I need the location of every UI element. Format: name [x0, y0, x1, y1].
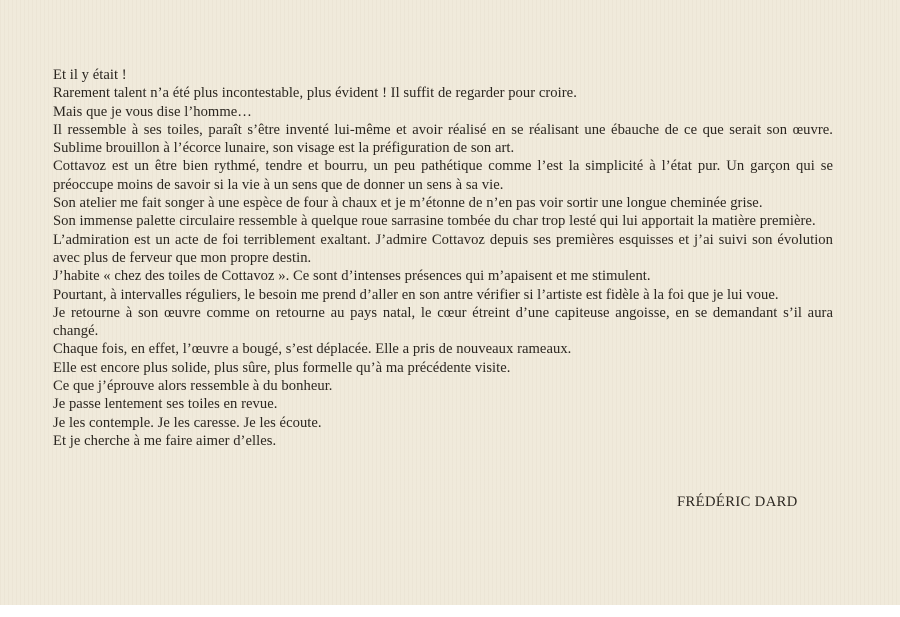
paragraph: Je retourne à son œuvre comme on retourne au pays natal, le cœur étreint d’une capiteuse angoisse, en se demandant s’il aura changé. [53, 304, 833, 340]
essay-text [53, 66, 833, 450]
paragraph: Ce que j’éprouve alors ressemble à du bonheur. [53, 378, 333, 395]
paragraph: L’admiration est un acte de foi terriblement exaltant. J’admire Cottavoz depuis ses premières esquisses et j’ai suivi son évolution avec plus de ferveur que mon propre destin. [53, 231, 833, 266]
paragraph: Son immense palette circulaire ressemble à quelque roue sarrasine tombée du char trop lesté qui lui apportait la matière première. [53, 213, 816, 230]
paragraph: Je les contemple. Je les caresse. Je les écoute. [53, 414, 322, 431]
paragraph: Je passe lentement ses toiles en revue. [53, 396, 278, 413]
paragraph: Et je cherche à me faire aimer d’elles. [53, 432, 277, 449]
paragraph: Elle est encore plus solide, plus sûre, plus formelle qu’à ma précédente visite. [53, 359, 511, 376]
paragraph: Pourtant, à intervalles réguliers, le besoin me prend d’aller en son antre vérifier si l’artiste est fidèle à la foi que je lui voue. [53, 286, 779, 303]
paragraph: Et il y était ! [53, 67, 127, 83]
paragraph: Son atelier me fait songer à une espèce de four à chaux et je m’étonne de n’en pas voir sortir une longue cheminée grise. [53, 195, 763, 212]
paragraph: Rarement talent n’a été plus incontestable, plus évident ! Il suffit de regarder pour croire. [53, 85, 577, 102]
paragraph: Chaque fois, en effet, l’œuvre a bougé, s’est déplacée. Elle a pris de nouveaux rameaux. [53, 341, 572, 358]
paragraph: Cottavoz est un être bien rythmé, tendre et bourru, un peu pathétique comme l’est la simplicité à l’état pur. Un garçon qui se préoccupe moins de savoir si la vie à un sens que de donner un sens à sa vie. [53, 158, 833, 193]
paragraph: J’habite « chez des toiles de Cottavoz ». Ce sont d’intenses présences qui m’apaisent et me stimulent. [53, 268, 651, 285]
author-signature: FRÉDÉRIC DARD [677, 494, 798, 510]
paragraph: Mais que je vous dise l’homme… [53, 103, 252, 120]
paragraph: Il ressemble à ses toiles, paraît s’être inventé lui-même et avoir réalisé en se réalisant une ébauche de ce que serait son œuvre. Sublime brouillon à l’écorce lunaire, son visage est la préfiguration de son art. [53, 121, 833, 157]
